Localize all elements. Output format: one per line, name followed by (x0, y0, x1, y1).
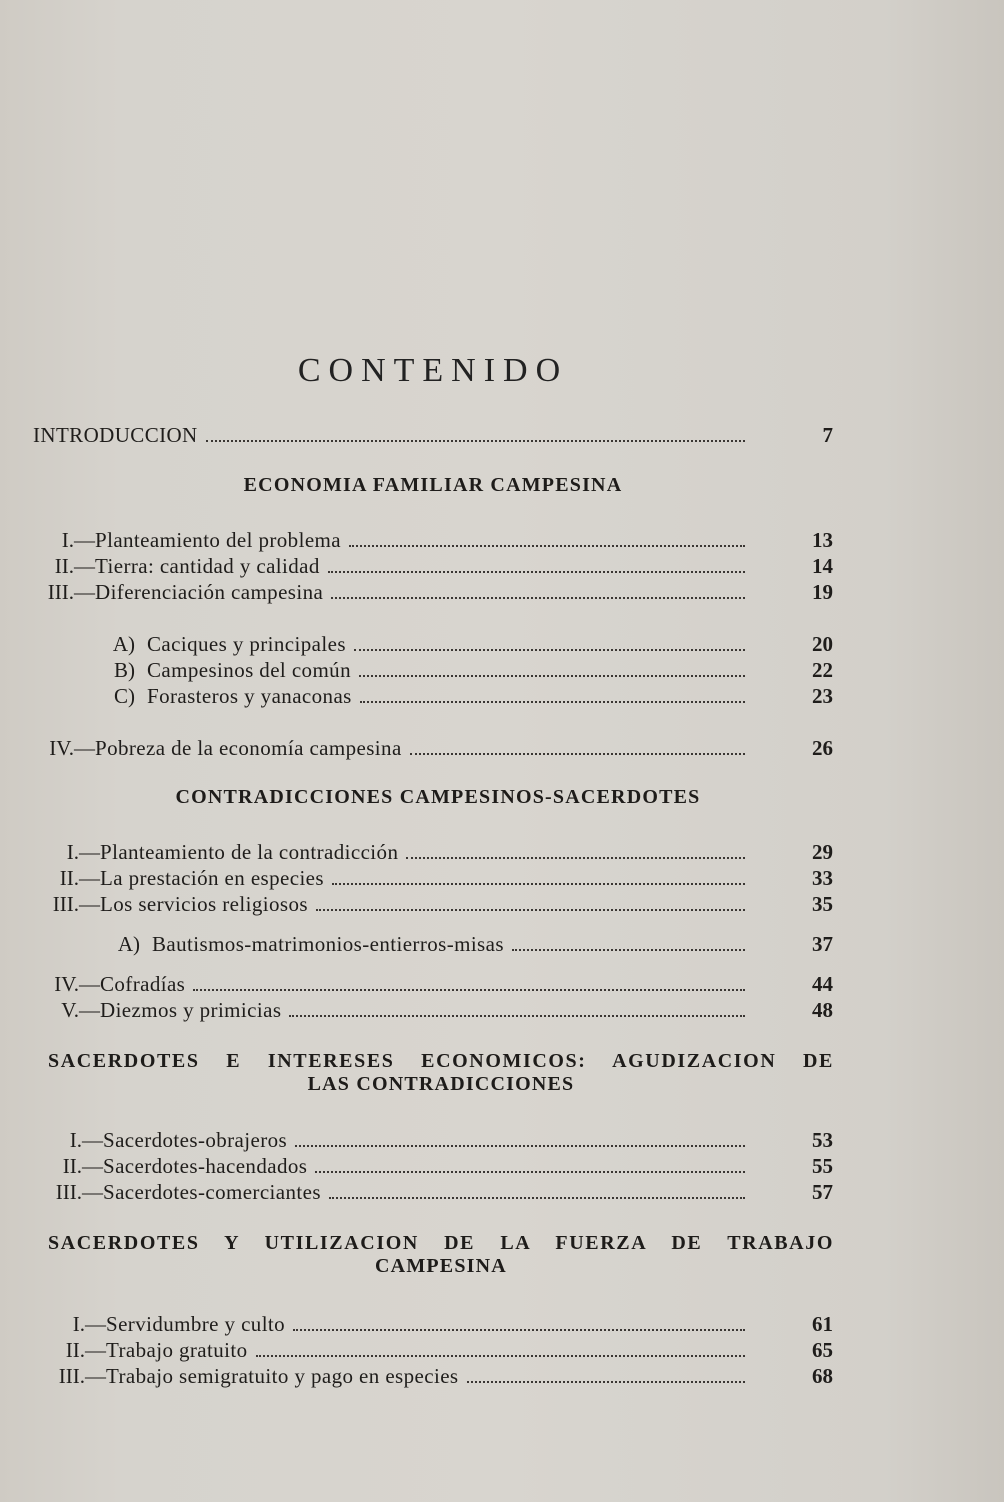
dot-leader (193, 988, 745, 991)
toc-entry[interactable] (59, 865, 833, 891)
toc-entry-label: Planteamiento de la contradicción (100, 840, 399, 864)
dot-leader (331, 596, 745, 599)
dot-leader (328, 570, 745, 573)
dot-leader (293, 1328, 745, 1331)
toc-page-number: 68 (812, 1364, 833, 1388)
toc-entry-label: Servidumbre y culto (106, 1312, 286, 1336)
section-heading-line: SACERDOTES E INTERESES ECONOMICOS: AGUDIZACION DE (48, 1050, 834, 1072)
dot-leader (332, 882, 745, 885)
toc-entry-number: IV.— (54, 972, 100, 996)
toc-entry-label: Planteamiento del problema (95, 528, 341, 552)
toc-entry-label: INTRODUCCION (33, 423, 198, 447)
toc-entry[interactable] (72, 1311, 833, 1337)
toc-entry-number: III.— (58, 1364, 106, 1388)
toc-entry-label: Tierra: cantidad y calidad (95, 554, 320, 578)
toc-entry-number: II.— (54, 554, 95, 578)
toc-entry-number: V.— (61, 998, 100, 1022)
section-heading: CONTRADICCIONES CAMPESINOS-SACERDOTES (175, 786, 701, 808)
dot-leader (354, 648, 745, 651)
toc-entry[interactable] (54, 971, 833, 997)
toc-entry-number: II.— (65, 1338, 106, 1362)
toc-page-number: 22 (812, 658, 833, 682)
toc-entry[interactable] (49, 735, 833, 761)
toc-entry-label: Trabajo semigratuito y pago en especies (106, 1364, 459, 1388)
toc-entry-number: III.— (52, 892, 100, 916)
toc-entry-number: I.— (66, 840, 100, 864)
section-heading-line: LAS CONTRADICCIONES (307, 1073, 575, 1095)
toc-entry[interactable] (117, 931, 833, 957)
toc-entry-number: I.— (69, 1128, 103, 1152)
dot-leader (206, 439, 745, 442)
section-heading-line: SACERDOTES Y UTILIZACION DE LA FUERZA DE TRABAJO (48, 1232, 834, 1254)
dot-leader (349, 544, 745, 547)
toc-entry[interactable] (65, 1337, 833, 1363)
toc-page-number: 44 (812, 972, 833, 996)
toc-page-number: 20 (812, 632, 833, 656)
page-title: CONTENIDO (297, 352, 569, 389)
toc-entry[interactable] (114, 657, 833, 683)
toc-page-number: 23 (812, 684, 833, 708)
toc-entry-introduction[interactable] (33, 422, 833, 448)
toc-entry[interactable] (55, 1179, 833, 1205)
toc-entry[interactable] (54, 553, 833, 579)
toc-page-number: 35 (812, 892, 833, 916)
dot-leader (359, 674, 745, 677)
toc-page-number: 65 (812, 1338, 833, 1362)
section-heading-line: CAMPESINA (375, 1255, 507, 1277)
toc-page-number: 14 (812, 554, 833, 578)
toc-entry-label: Forasteros y yanaconas (147, 684, 352, 708)
toc-entry-number: II.— (62, 1154, 103, 1178)
dot-leader (256, 1354, 745, 1357)
toc-entry-label: Bautismos-matrimonios-entierros-misas (152, 932, 504, 956)
dot-leader (329, 1196, 745, 1199)
toc-page-number: 61 (812, 1312, 833, 1336)
toc-entry[interactable] (114, 683, 833, 709)
dot-leader (512, 948, 745, 951)
toc-page-number: 7 (822, 423, 833, 447)
toc-page-number: 33 (812, 866, 833, 890)
toc-page-number: 55 (812, 1154, 833, 1178)
toc-entry-number: C) (114, 684, 135, 708)
section-heading (48, 1050, 834, 1096)
dot-leader (406, 856, 745, 859)
toc-page-number: 57 (812, 1180, 833, 1204)
toc-entry-label: Diferenciación campesina (95, 580, 324, 604)
toc-entry-number: III.— (47, 580, 95, 604)
dot-leader (295, 1144, 745, 1147)
toc-entry-number: A) (117, 932, 140, 956)
toc-entry-number: I.— (72, 1312, 106, 1336)
toc-entry-number: IV.— (49, 736, 95, 760)
toc-entry[interactable] (52, 891, 833, 917)
dot-leader (410, 752, 745, 755)
toc-entry-label: Los servicios religiosos (100, 892, 308, 916)
dot-leader (315, 1170, 745, 1173)
toc-entry[interactable] (112, 631, 833, 657)
toc-entry[interactable] (69, 1127, 833, 1153)
toc-entry-label: Campesinos del común (147, 658, 351, 682)
toc-entry-label: Cofradías (100, 972, 186, 996)
toc-entry-label: La prestación en especies (100, 866, 324, 890)
toc-page-number: 37 (812, 932, 833, 956)
toc-entry-label: Diezmos y primicias (100, 998, 282, 1022)
toc-entry[interactable] (61, 527, 833, 553)
toc-page-number: 13 (812, 528, 833, 552)
dot-leader (467, 1380, 746, 1383)
toc-entry[interactable] (58, 1363, 833, 1389)
toc-entry-label: Trabajo gratuito (106, 1338, 248, 1362)
toc-entry-number: A) (112, 632, 135, 656)
toc-entry-number: I.— (61, 528, 95, 552)
toc-page-number: 29 (812, 840, 833, 864)
toc-entry-label: Caciques y principales (147, 632, 346, 656)
toc-entry[interactable] (47, 579, 833, 605)
toc-page-number: 48 (812, 998, 833, 1022)
toc-page-number: 53 (812, 1128, 833, 1152)
toc-page-number: 19 (812, 580, 833, 604)
toc-entry-label: Pobreza de la economía campesina (95, 736, 402, 760)
toc-entry[interactable] (62, 1153, 833, 1179)
toc-entry-number: III.— (55, 1180, 103, 1204)
toc-entry-number: B) (114, 658, 135, 682)
toc-entry[interactable] (61, 997, 833, 1023)
dot-leader (360, 700, 745, 703)
toc-entry-label: Sacerdotes-hacendados (103, 1154, 308, 1178)
dot-leader (289, 1014, 745, 1017)
toc-page-number: 26 (812, 736, 833, 760)
dot-leader (316, 908, 745, 911)
toc-entry-label: Sacerdotes-obrajeros (103, 1128, 288, 1152)
toc-entry-number: II.— (59, 866, 100, 890)
toc-entry[interactable] (66, 839, 833, 865)
section-heading (48, 1232, 834, 1278)
section-heading: ECONOMIA FAMILIAR CAMPESINA (243, 474, 623, 496)
toc-entry-label: Sacerdotes-comerciantes (103, 1180, 321, 1204)
